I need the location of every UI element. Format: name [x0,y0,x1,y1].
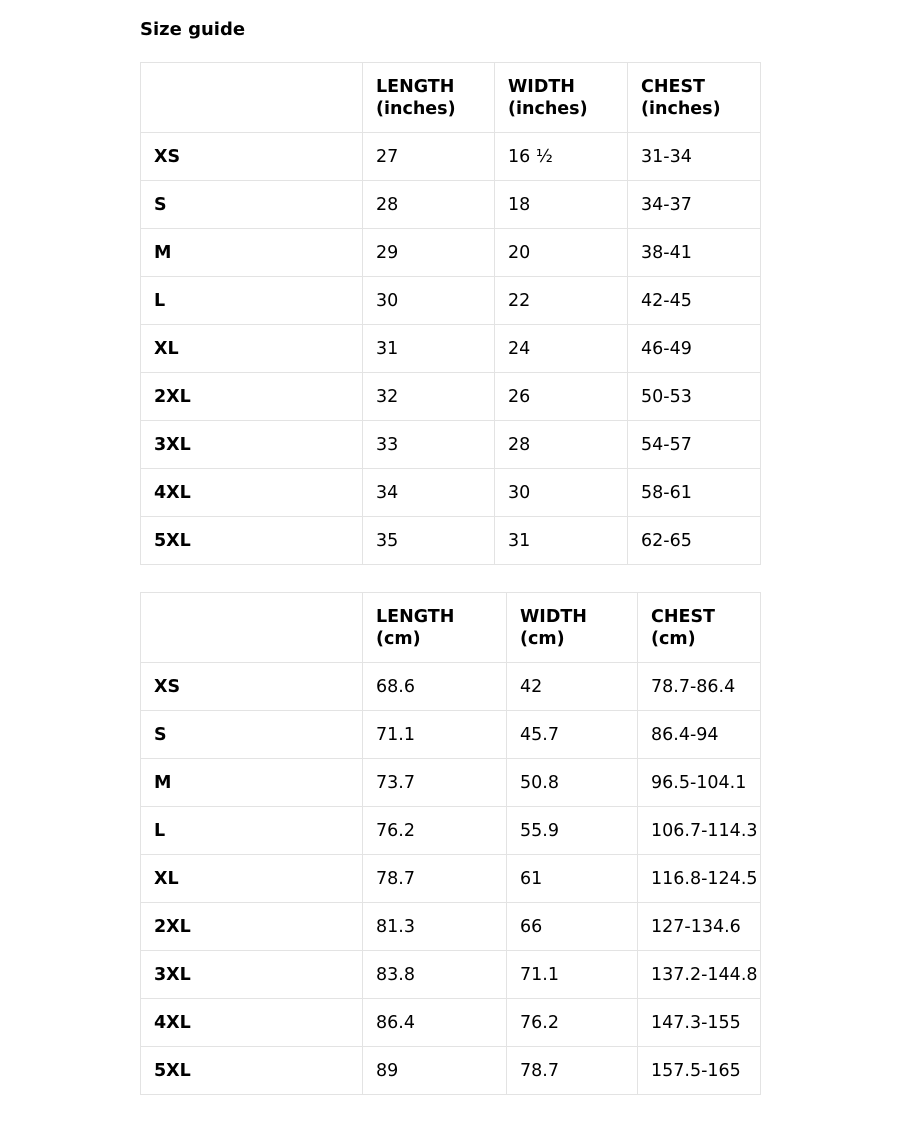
width-cell: 66 [507,903,638,951]
width-cell: 30 [495,469,628,517]
size-cell: XL [141,855,363,903]
size-cell: XL [141,325,363,373]
length-cell: 32 [363,373,495,421]
size-cell: XS [141,663,363,711]
column-header-chest: CHEST (cm) [638,593,761,663]
length-cell: 35 [363,517,495,565]
length-cell: 27 [363,133,495,181]
width-cell: 28 [495,421,628,469]
chest-cell: 157.5-165 [638,1047,761,1095]
size-cell: S [141,711,363,759]
chest-cell: 38-41 [628,229,761,277]
width-cell: 20 [495,229,628,277]
width-cell: 61 [507,855,638,903]
column-header-length: LENGTH (cm) [363,593,507,663]
width-cell: 42 [507,663,638,711]
length-cell: 83.8 [363,951,507,999]
size-cell: L [141,807,363,855]
chest-cell: 31-34 [628,133,761,181]
length-cell: 34 [363,469,495,517]
table-row [141,807,761,855]
length-cell: 29 [363,229,495,277]
length-cell: 68.6 [363,663,507,711]
width-cell: 78.7 [507,1047,638,1095]
column-header-size [141,63,363,133]
size-table-inches [140,62,761,565]
table-row [141,663,761,711]
table-row [141,711,761,759]
length-cell: 31 [363,325,495,373]
size-cell: L [141,277,363,325]
width-cell: 55.9 [507,807,638,855]
table-row [141,951,761,999]
size-cell: 4XL [141,999,363,1047]
chest-cell: 34-37 [628,181,761,229]
width-cell: 16 ½ [495,133,628,181]
column-header-length: LENGTH (inches) [363,63,495,133]
column-header-width: WIDTH (inches) [495,63,628,133]
size-cell: 2XL [141,903,363,951]
width-cell: 45.7 [507,711,638,759]
size-cell: 5XL [141,517,363,565]
column-header-chest: CHEST (inches) [628,63,761,133]
page-title: Size guide [140,19,246,40]
chest-cell: 54-57 [628,421,761,469]
column-header-size [141,593,363,663]
length-cell: 30 [363,277,495,325]
table-row [141,229,761,277]
length-cell: 89 [363,1047,507,1095]
size-cell: 2XL [141,373,363,421]
width-cell: 24 [495,325,628,373]
chest-cell: 106.7-114.3 [638,807,761,855]
chest-cell: 50-53 [628,373,761,421]
width-cell: 26 [495,373,628,421]
size-cell: 5XL [141,1047,363,1095]
size-cell: 4XL [141,469,363,517]
width-cell: 50.8 [507,759,638,807]
chest-cell: 46-49 [628,325,761,373]
width-cell: 18 [495,181,628,229]
chest-cell: 137.2-144.8 [638,951,761,999]
table-row [141,325,761,373]
table-row [141,469,761,517]
table-header-row [141,593,761,663]
size-table-cm [140,592,761,1095]
length-cell: 33 [363,421,495,469]
chest-cell: 58-61 [628,469,761,517]
chest-cell: 116.8-124.5 [638,855,761,903]
table-row [141,1047,761,1095]
chest-cell: 78.7-86.4 [638,663,761,711]
length-cell: 76.2 [363,807,507,855]
chest-cell: 127-134.6 [638,903,761,951]
length-cell: 28 [363,181,495,229]
chest-cell: 42-45 [628,277,761,325]
table-row [141,133,761,181]
length-cell: 78.7 [363,855,507,903]
table-row [141,903,761,951]
table-row [141,373,761,421]
size-cell: 3XL [141,951,363,999]
size-cell: M [141,759,363,807]
length-cell: 73.7 [363,759,507,807]
size-cell: XS [141,133,363,181]
chest-cell: 96.5-104.1 [638,759,761,807]
table-row [141,999,761,1047]
width-cell: 31 [495,517,628,565]
length-cell: 71.1 [363,711,507,759]
width-cell: 76.2 [507,999,638,1047]
column-header-width: WIDTH (cm) [507,593,638,663]
chest-cell: 147.3-155 [638,999,761,1047]
size-cell: 3XL [141,421,363,469]
size-cell: M [141,229,363,277]
chest-cell: 62-65 [628,517,761,565]
length-cell: 86.4 [363,999,507,1047]
table-row [141,181,761,229]
length-cell: 81.3 [363,903,507,951]
table-header-row [141,63,761,133]
table-row [141,759,761,807]
width-cell: 71.1 [507,951,638,999]
table-row [141,855,761,903]
table-row [141,277,761,325]
table-row [141,517,761,565]
width-cell: 22 [495,277,628,325]
size-cell: S [141,181,363,229]
table-row [141,421,761,469]
chest-cell: 86.4-94 [638,711,761,759]
